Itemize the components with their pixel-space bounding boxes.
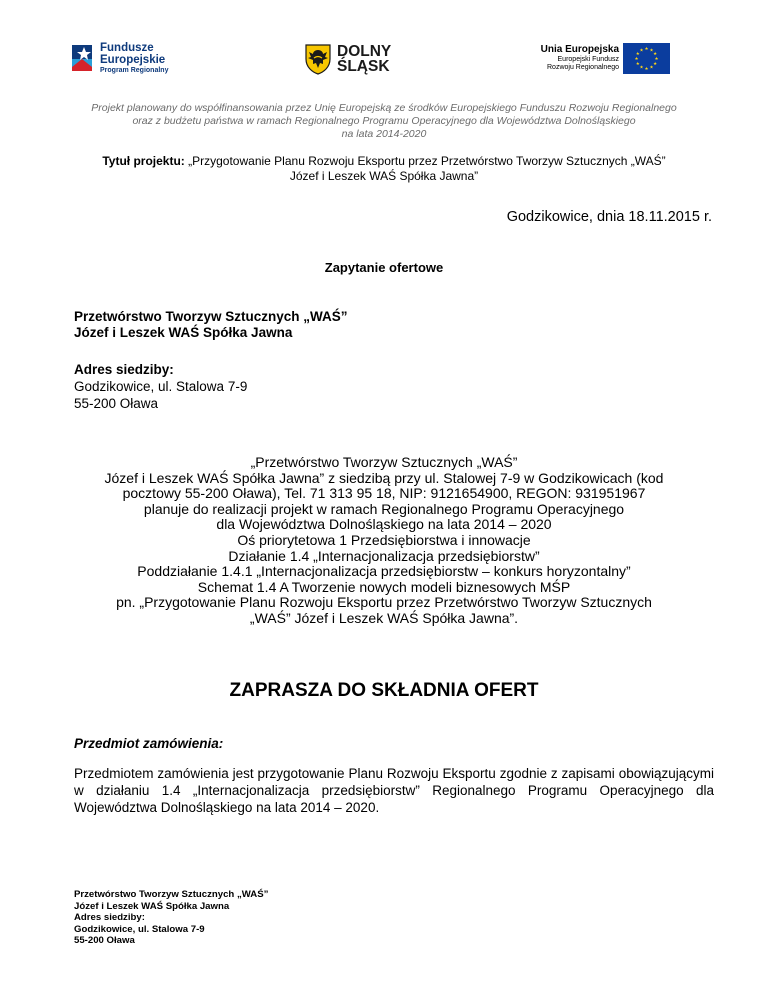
subject-text: Przedmiotem zamówienia jest przygotowanie Planu Rozwoju Eksportu zgodnie z zapisami obowiązującymi w działaniu 1.4 „Internacjonalizacja przedsiębiorstw” Regionalnego Programu Operacyjnego dla Województwa Dolnośląskiego na lata 2014 – 2020. [74, 766, 714, 815]
ds-logo-line2: ŚLĄSK [337, 58, 390, 75]
document-date: Godzikowice, dnia 18.11.2015 r. [506, 209, 712, 225]
description-line: dla Województwa Dolnośląskiego na lata 2014 – 2020 [216, 516, 552, 533]
eu-flag-icon [623, 43, 670, 74]
project-title-line2: Józef i Leszek WAŚ Spółka Jawna” [289, 169, 479, 183]
address-label: Adres siedziby: [74, 362, 174, 377]
svg-text:★: ★ [639, 48, 644, 54]
disclaimer-line: oraz z budżetu państwa w ramach Regionalnego Programu Operacyjnego dla Województwa Dolnośląskiego [132, 115, 636, 127]
company-address [74, 361, 247, 412]
inquiry-heading: Zapytanie ofertowe [324, 260, 444, 275]
unia-europejska-logo [535, 42, 675, 78]
svg-text:★: ★ [653, 62, 658, 67]
fe-logo-line3: Program Regionalny [100, 67, 169, 75]
svg-text:★: ★ [634, 57, 639, 62]
fundusze-europejskie-logo [70, 41, 180, 81]
description-line: „Przetwórstwo Tworzyw Sztucznych „WAŚ” [250, 454, 518, 470]
description-line: pn. „Przygotowanie Planu Rozwoju Eksportu przez Przetwórstwo Tworzyw Sztucznych [116, 594, 652, 611]
company-name-line2: Józef i Leszek WAŚ Spółka Jawna [74, 325, 293, 340]
description-line: Józef i Leszek WAŚ Spółka Jawna” z siedzibą przy ul. Stalowej 7-9 w Godzikowicach (kod [104, 469, 664, 486]
description-line: Działanie 1.4 „Internacjonalizacja przedsiębiorstw” [228, 547, 540, 564]
svg-text:★: ★ [635, 62, 640, 67]
description-line: „WAŚ” Józef i Leszek WAŚ Spółka Jawna”. [249, 609, 519, 626]
disclaimer-line: Projekt planowany do współfinansowania przez Unię Europejską ze środków Europejskiego Funduszu Rozwoju Regionalnego [91, 102, 677, 114]
ds-logo-line1: DOLNY [337, 43, 392, 60]
svg-text:★: ★ [639, 65, 644, 71]
company-name-line1: Przetwórstwo Tworzyw Sztucznych „WAŚ” [74, 309, 348, 324]
svg-text:★: ★ [653, 52, 658, 57]
fundusze-europejskie-emblem-icon [70, 41, 96, 77]
dolny-slask-eagle-shield-icon [304, 43, 332, 75]
address-line2: 55-200 Oława [74, 396, 159, 411]
footer-address-block [74, 889, 268, 947]
fe-logo-line2: Europejskie [100, 54, 166, 67]
project-title-label: Tytuł projektu: [102, 154, 185, 168]
project-description [60, 455, 708, 627]
svg-text:★: ★ [635, 52, 640, 57]
footer-line: Przetwórstwo Tworzyw Sztucznych „WAŚ” [74, 889, 269, 900]
dolny-slask-logo [304, 43, 414, 77]
project-title-line1: „Przygotowanie Planu Rozwoju Eksportu przez Przetwórstwo Tworzyw Sztucznych „WAŚ” [184, 154, 666, 168]
footer-line: 55-200 Oława [74, 935, 135, 946]
svg-text:★: ★ [649, 48, 654, 54]
description-line: Oś priorytetowa 1 Przedsiębiorstwa i innowacje [237, 531, 531, 548]
address-line1: Godzikowice, ul. Stalowa 7-9 [74, 379, 248, 394]
subject-label: Przedmiot zamówienia: [74, 736, 224, 751]
description-line: pocztowy 55-200 Oława), Tel. 71 313 95 18, NIP: 9121654900, REGON: 931951967 [122, 485, 646, 502]
fe-logo-line1: Fundusze [100, 42, 154, 54]
svg-text:★: ★ [644, 47, 649, 52]
disclaimer-line: na lata 2014-2020 [341, 128, 427, 140]
project-title [60, 154, 708, 184]
ue-logo-line3: Rozwoju Regionalnego [547, 63, 619, 71]
svg-text:★: ★ [654, 57, 659, 62]
description-line: planuje do realizacji projekt w ramach Regionalnego Programu Operacyjnego [143, 500, 625, 517]
description-line: Poddziałanie 1.4.1 „Internacjonalizacja przedsiębiorstw – konkurs horyzontalny” [137, 563, 631, 580]
svg-text:★: ★ [644, 67, 649, 72]
main-heading: ZAPRASZA DO SKŁADNIA OFERT [229, 680, 539, 701]
footer-line: Józef i Leszek WAŚ Spółka Jawna [74, 900, 230, 912]
ue-logo-line1: Unia Europejska [540, 44, 619, 55]
svg-text:★: ★ [649, 65, 654, 71]
description-line: Schemat 1.4 A Tworzenie nowych modeli biznesowych MŚP [197, 578, 571, 595]
company-name [74, 309, 348, 341]
footer-line: Godzikowice, ul. Stalowa 7-9 [74, 923, 205, 935]
footer-line: Adres siedziby: [74, 912, 145, 923]
funding-disclaimer [40, 102, 728, 141]
ue-logo-line2: Europejski Fundusz [557, 55, 619, 63]
